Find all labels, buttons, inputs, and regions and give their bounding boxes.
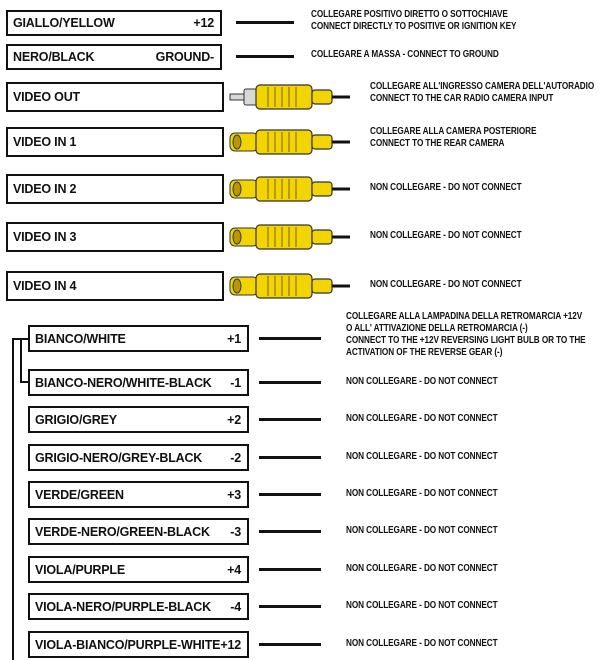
connection-note-line: CONNECT TO THE REAR CAMERA [370,138,505,149]
connection-note-line: NON COLLEGARE - DO NOT CONNECT [346,638,498,649]
connection-note-line: NON COLLEGARE - DO NOT CONNECT [370,279,522,290]
wire-name: GIALLO/YELLOW [13,16,115,30]
wire-label-box [6,10,222,36]
connection-note-line: COLLEGARE A MASSA - CONNECT TO GROUND [311,49,499,60]
wire-label-box [28,325,249,352]
connection-note [311,49,499,61]
wire-name: VERDE-NERO/GREEN-BLACK [35,524,210,539]
wire-bracket [12,338,14,660]
connection-note-line: NON COLLEGARE - DO NOT CONNECT [346,600,498,611]
wire-line [259,568,321,571]
wire-label-box [28,406,249,433]
connection-note [346,638,498,650]
wire-name: GRIGIO-NERO/GREY-BLACK [35,450,203,465]
wire-line [259,530,321,533]
wire-line [259,337,321,340]
wire-name: NERO/BLACK [13,50,95,64]
connection-note [346,600,498,612]
wire-name: VIDEO IN 4 [13,279,77,293]
connection-note-line: O ALL' ATTIVAZIONE DELLA RETROMARCIA (-) [346,323,528,334]
connection-note [370,230,522,242]
wire-name: BIANCO/WHITE [35,331,126,346]
connection-note-line: COLLEGARE ALLA CAMERA POSTERIORE [370,126,537,137]
wire-value: +1 [227,331,241,346]
connection-note [346,488,498,500]
rca-female-plug-icon [228,174,352,204]
wire-line [259,381,321,384]
wire-name: VERDE/GREEN [35,487,124,502]
connection-note [370,126,536,150]
connection-note-line: CONNECT DIRECTLY TO POSITIVE OR IGNITION KEY [311,21,517,32]
connection-note-line: COLLEGARE ALLA LAMPADINA DELLA RETROMARCIA +12V [346,311,583,322]
wire-name: VIDEO IN 1 [13,135,77,149]
connection-note [370,81,594,105]
wire-value: +2 [227,412,241,427]
connection-note-line: NON COLLEGARE - DO NOT CONNECT [346,488,498,499]
wire-name: GRIGIO/GREY [35,412,117,427]
connection-note [311,9,516,33]
wire-line [236,55,294,58]
connection-note-line: ACTIVATION OF THE REVERSE GEAR (-) [346,347,503,358]
wire-label-box [28,556,249,583]
wire-name: BIANCO-NERO/WHITE-BLACK [35,375,212,390]
wire-label-box [28,631,249,658]
rca-male-plug-icon [228,82,352,112]
wire-value: +12 [220,637,241,652]
wire-value: -1 [230,375,241,390]
wire-bracket [20,381,28,383]
wire-value: +3 [227,487,241,502]
connection-note [346,311,586,359]
connection-note-line: NON COLLEGARE - DO NOT CONNECT [346,525,498,536]
connection-note-line: COLLEGARE ALL'INGRESSO CAMERA DELL'AUTORADIO [370,81,595,92]
connection-note [346,563,498,575]
wire-label-box [28,481,249,508]
wire-name: VIOLA-BIANCO/PURPLE-WHITE [35,637,221,652]
wire-value: -2 [230,450,241,465]
connection-note-line: NON COLLEGARE - DO NOT CONNECT [370,230,522,241]
wire-value: -3 [230,524,241,539]
connection-note [346,451,498,463]
wire-label-box [28,518,249,545]
wire-label-box [6,271,224,301]
connection-note [370,182,522,194]
connection-note [346,413,498,425]
wire-value: +4 [227,562,241,577]
wire-label-box [28,369,249,396]
wire-name: VIDEO IN 2 [13,182,77,196]
connection-note-line: NON COLLEGARE - DO NOT CONNECT [346,413,498,424]
wire-line [259,418,321,421]
wire-label-box [6,82,224,112]
wire-line [259,605,321,608]
connection-note-line: CONNECT TO THE CAR RADIO CAMERA INPUT [370,93,554,104]
wire-name: VIDEO OUT [13,90,80,104]
connection-note-line: COLLEGARE POSITIVO DIRETTO O SOTTOCHIAVE [311,9,508,20]
wire-name: VIOLA-NERO/PURPLE-BLACK [35,599,211,614]
wire-label-box [6,222,224,252]
wire-value: +12 [193,16,214,30]
wire-label-box [28,593,249,620]
connection-note-line: NON COLLEGARE - DO NOT CONNECT [346,451,498,462]
connection-note-line: NON COLLEGARE - DO NOT CONNECT [346,376,498,387]
wire-line [259,456,321,459]
connection-note [370,279,522,291]
wire-label-box [28,444,249,471]
connection-note-line: CONNECT TO THE +12V REVERSING LIGHT BULB OR TO THE [346,335,586,346]
connection-note-line: NON COLLEGARE - DO NOT CONNECT [346,563,498,574]
wire-line [259,493,321,496]
wire-label-box [6,174,224,204]
wire-name: VIOLA/PURPLE [35,562,125,577]
wire-value: GROUND- [155,50,214,64]
wire-line [259,643,321,646]
wire-line [236,21,294,24]
rca-female-plug-icon [228,127,352,157]
connection-note-line: NON COLLEGARE - DO NOT CONNECT [370,182,522,193]
wire-label-box [6,127,224,157]
wire-value: -4 [230,599,241,614]
rca-female-plug-icon [228,222,352,252]
connection-note [346,376,498,388]
wire-bracket [20,338,22,382]
wire-name: VIDEO IN 3 [13,230,77,244]
connection-note [346,525,498,537]
wire-label-box [6,44,222,70]
rca-female-plug-icon [228,271,352,301]
